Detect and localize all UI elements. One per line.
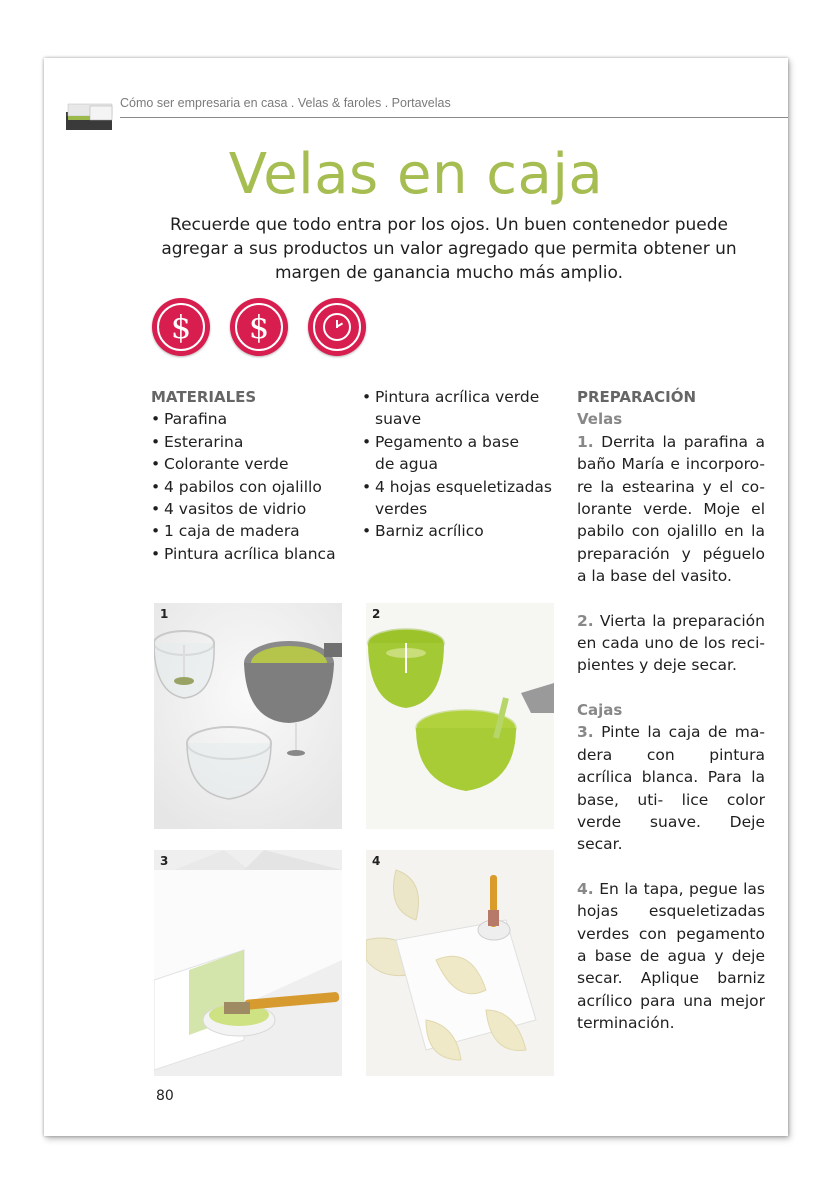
step-2: 2. Vierta la preparación en cada uno de los reci- pientes y deje secar. <box>577 611 765 675</box>
step-3: 3. Pinte la caja de ma- dera con pintura acrílica blanca. Para la base, uti- lice color verde suave. Deje secar. <box>577 723 765 854</box>
photo-number: 1 <box>160 607 169 621</box>
material-item: • Esterarina <box>151 432 244 451</box>
step-1: 1. Derrita la parafina a baño María e incorporo- re la estearina y el co- lorante verde. Moje el pabilo con ojalillo en la preparación y péguelo a la base del vasito. <box>577 432 765 586</box>
cajas-subheading: Cajas <box>577 700 623 719</box>
material-item: • 4 vasitos de vidrio <box>151 500 307 519</box>
materials-heading: MATERIALES <box>151 388 257 406</box>
intro-paragraph: Recuerde que todo entra por los ojos. Un buen contenedor puede agregar a sus productos un valor agregado que permita obtener un margen de ganancia mucho más amplio. <box>161 215 737 283</box>
page-title: Velas en caja <box>228 142 604 207</box>
material-item: • Pegamento a base <box>362 432 519 451</box>
materials-column-2 <box>362 386 572 543</box>
preparation-column <box>577 386 765 1035</box>
materials-list-1 <box>151 408 361 565</box>
preparation-heading: PREPARACIÓN <box>577 388 697 406</box>
book-page <box>44 58 788 1136</box>
material-item: • Barniz acrílico <box>362 522 484 541</box>
step-photo-2 <box>366 603 554 829</box>
header-divider <box>120 117 788 118</box>
photo-number: 4 <box>372 854 381 868</box>
materials-list-2 <box>362 386 572 543</box>
breadcrumb: Cómo ser empresaria en casa . Velas & faroles . Portavelas <box>120 96 451 110</box>
dollar-icon: $ <box>230 298 288 356</box>
material-item: • Parafina <box>151 410 228 429</box>
book-logo-icon <box>64 98 120 134</box>
velas-subheading: Velas <box>577 410 623 429</box>
material-item: • 4 pabilos con ojalillo <box>151 477 322 496</box>
page-number: 80 <box>156 1088 174 1104</box>
photo-number: 2 <box>372 607 381 621</box>
material-item: suave <box>375 410 422 429</box>
material-item: • Pintura acrílica blanca <box>151 544 336 563</box>
step-photo-4 <box>366 850 554 1076</box>
clock-icon <box>308 298 366 356</box>
photo-number: 3 <box>160 854 169 868</box>
material-item: • 1 caja de madera <box>151 522 300 541</box>
step-4: 4. En la tapa, pegue las hojas esqueletizadas verdes con pegamento a base de agua y deje secar. Aplique barniz acrílico para una mejor terminación. <box>577 879 765 1033</box>
materials-column-1 <box>151 386 361 565</box>
material-item: • Colorante verde <box>151 455 289 474</box>
material-item: • Pintura acrílica verde <box>362 388 540 406</box>
material-item: de agua <box>375 455 438 474</box>
step-photo-3 <box>154 850 342 1076</box>
material-item: verdes <box>375 500 428 519</box>
step-photo-1 <box>154 603 342 829</box>
dollar-icon: $ <box>152 298 210 356</box>
material-item: • 4 hojas esqueletizadas <box>362 477 552 496</box>
